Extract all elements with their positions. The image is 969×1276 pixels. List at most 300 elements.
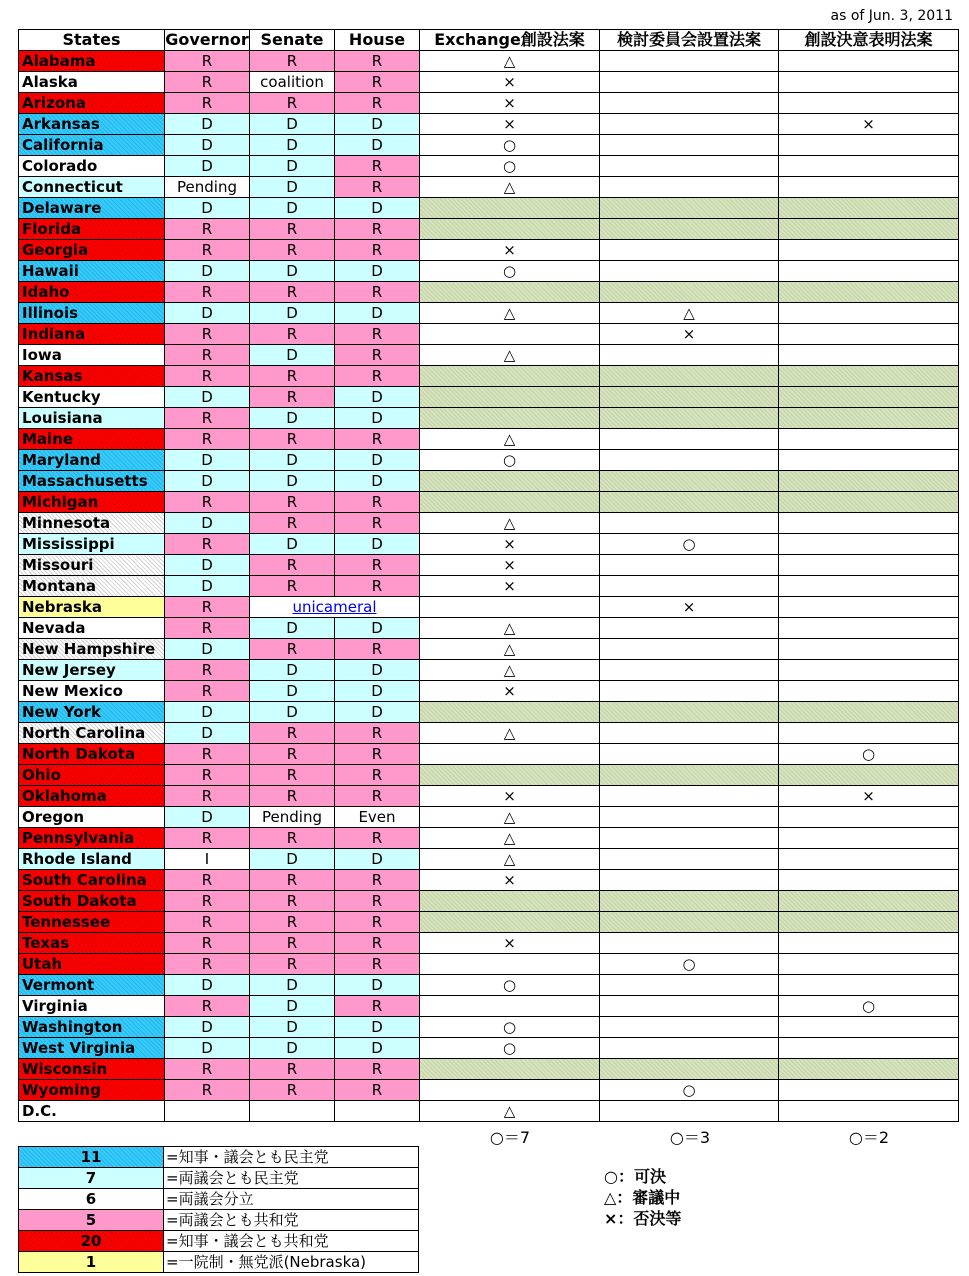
house-cell: D <box>335 387 420 408</box>
committee-bill-status <box>600 807 779 828</box>
house-cell: D <box>335 1038 420 1059</box>
governor-cell: R <box>165 219 250 240</box>
senate-cell: R <box>250 387 335 408</box>
committee-bill-status: ○ <box>600 534 779 555</box>
senate-cell: D <box>250 1017 335 1038</box>
senate-cell: R <box>250 786 335 807</box>
committee-bill-status: ○ <box>600 1080 779 1101</box>
exchange-bill-status <box>420 1059 600 1080</box>
table-row <box>19 282 959 303</box>
committee-bill-status <box>600 114 779 135</box>
senate-cell: R <box>250 366 335 387</box>
exchange-bill-status <box>420 912 600 933</box>
exchange-bill-status <box>420 387 600 408</box>
senate-cell: R <box>250 492 335 513</box>
table-row <box>19 303 959 324</box>
governor-cell: R <box>165 870 250 891</box>
state-name: New Hampshire <box>19 639 165 660</box>
exchange-bill-status: ○ <box>420 135 600 156</box>
senate-cell: R <box>250 513 335 534</box>
legend-description: =一院制・無党派(Nebraska) <box>164 1252 419 1273</box>
exchange-bill-status <box>420 1080 600 1101</box>
total-committee: ○＝3 <box>669 1128 711 1147</box>
house-cell: R <box>335 93 420 114</box>
senate-cell: D <box>250 996 335 1017</box>
resolution-bill-status <box>779 366 959 387</box>
legend-count: 6 <box>19 1189 164 1210</box>
key-rejected: ×：否決等 <box>604 1209 682 1228</box>
house-cell: R <box>335 429 420 450</box>
state-name: Oregon <box>19 807 165 828</box>
resolution-bill-status <box>779 891 959 912</box>
table-row <box>19 72 959 93</box>
house-cell: R <box>335 513 420 534</box>
table-row <box>19 366 959 387</box>
governor-cell: R <box>165 891 250 912</box>
house-cell: R <box>335 1080 420 1101</box>
house-cell: R <box>335 954 420 975</box>
governor-cell: D <box>165 156 250 177</box>
resolution-bill-status <box>779 870 959 891</box>
senate-cell: D <box>250 345 335 366</box>
committee-bill-status <box>600 912 779 933</box>
state-name: Missouri <box>19 555 165 576</box>
committee-bill-status <box>600 639 779 660</box>
exchange-bill-status: △ <box>420 429 600 450</box>
table-row <box>19 1038 959 1059</box>
table-row <box>19 240 959 261</box>
state-name: Louisiana <box>19 408 165 429</box>
house-cell: D <box>335 450 420 471</box>
senate-cell: D <box>250 618 335 639</box>
states-table <box>18 29 959 1122</box>
governor-cell: R <box>165 282 250 303</box>
resolution-bill-status: × <box>779 786 959 807</box>
state-name: Tennessee <box>19 912 165 933</box>
exchange-bill-status: × <box>420 72 600 93</box>
resolution-bill-status <box>779 576 959 597</box>
governor-cell: R <box>165 345 250 366</box>
senate-cell: R <box>250 555 335 576</box>
table-row <box>19 807 959 828</box>
state-name: Maryland <box>19 450 165 471</box>
house-cell: D <box>335 702 420 723</box>
house-cell: D <box>335 303 420 324</box>
state-name: Florida <box>19 219 165 240</box>
resolution-bill-status <box>779 975 959 996</box>
exchange-bill-status: × <box>420 240 600 261</box>
legend-row <box>19 1231 419 1252</box>
resolution-bill-status <box>779 408 959 429</box>
resolution-bill-status <box>779 93 959 114</box>
governor-cell: D <box>165 303 250 324</box>
committee-bill-status <box>600 492 779 513</box>
senate-cell: D <box>250 1038 335 1059</box>
senate-cell: R <box>250 1080 335 1101</box>
committee-bill-status <box>600 387 779 408</box>
exchange-bill-status: △ <box>420 618 600 639</box>
exchange-bill-status: △ <box>420 1101 600 1122</box>
state-name: Maine <box>19 429 165 450</box>
table-row <box>19 1101 959 1122</box>
house-cell: R <box>335 240 420 261</box>
resolution-bill-status <box>779 1017 959 1038</box>
house-cell: D <box>335 471 420 492</box>
committee-bill-status <box>600 933 779 954</box>
legend-count: 11 <box>19 1147 164 1168</box>
senate-cell: R <box>250 954 335 975</box>
legend-row <box>19 1147 419 1168</box>
legend-description: =両議会とも民主党 <box>164 1168 419 1189</box>
house-cell: D <box>335 849 420 870</box>
state-name: Utah <box>19 954 165 975</box>
governor-cell: R <box>165 72 250 93</box>
legend-description: =両議会分立 <box>164 1189 419 1210</box>
state-name: Oklahoma <box>19 786 165 807</box>
total-resolution: ○＝2 <box>848 1128 890 1147</box>
senate-cell: D <box>250 975 335 996</box>
governor-cell: I <box>165 849 250 870</box>
table-row <box>19 849 959 870</box>
governor-cell: R <box>165 786 250 807</box>
resolution-bill-status <box>779 954 959 975</box>
governor-cell <box>165 1101 250 1122</box>
key-passed: ○：可決 <box>604 1167 666 1186</box>
state-name: Arizona <box>19 93 165 114</box>
state-name: New York <box>19 702 165 723</box>
house-cell: R <box>335 324 420 345</box>
unicameral-link[interactable]: unicameral <box>292 598 377 616</box>
table-row <box>19 51 959 72</box>
resolution-bill-status <box>779 198 959 219</box>
committee-bill-status <box>600 177 779 198</box>
committee-bill-status <box>600 429 779 450</box>
committee-bill-status <box>600 513 779 534</box>
governor-cell: D <box>165 576 250 597</box>
senate-cell: R <box>250 282 335 303</box>
senate-cell: R <box>250 744 335 765</box>
legend-row <box>19 1210 419 1231</box>
as-of-date: as of Jun. 3, 2011 <box>830 8 953 24</box>
legend-description: =両議会とも共和党 <box>164 1210 419 1231</box>
senate-cell: Pending <box>250 807 335 828</box>
exchange-bill-status: △ <box>420 177 600 198</box>
resolution-bill-status <box>779 177 959 198</box>
house-cell: R <box>335 891 420 912</box>
governor-cell: R <box>165 933 250 954</box>
committee-bill-status: △ <box>600 303 779 324</box>
table-row <box>19 975 959 996</box>
committee-bill-status: × <box>600 597 779 618</box>
committee-bill-status <box>600 660 779 681</box>
house-cell: R <box>335 576 420 597</box>
governor-cell: D <box>165 387 250 408</box>
governor-cell: R <box>165 744 250 765</box>
state-name: Kentucky <box>19 387 165 408</box>
committee-bill-status <box>600 891 779 912</box>
exchange-bill-status: △ <box>420 849 600 870</box>
table-row <box>19 93 959 114</box>
state-name: Alabama <box>19 51 165 72</box>
house-cell: D <box>335 408 420 429</box>
legend-row <box>19 1252 419 1273</box>
house-cell: D <box>335 681 420 702</box>
senate-cell: D <box>250 450 335 471</box>
resolution-bill-status <box>779 156 959 177</box>
exchange-bill-status: △ <box>420 660 600 681</box>
governor-cell: R <box>165 93 250 114</box>
resolution-bill-status <box>779 597 959 618</box>
exchange-bill-status <box>420 471 600 492</box>
committee-bill-status <box>600 744 779 765</box>
header-governor: Governor <box>165 30 249 49</box>
senate-cell: D <box>250 198 335 219</box>
table-row <box>19 1059 959 1080</box>
resolution-bill-status <box>779 1080 959 1101</box>
state-name: Michigan <box>19 492 165 513</box>
house-cell: R <box>335 765 420 786</box>
senate-cell: D <box>250 156 335 177</box>
table-row <box>19 597 959 618</box>
senate-cell: D <box>250 702 335 723</box>
resolution-bill-status <box>779 807 959 828</box>
state-name: Mississippi <box>19 534 165 555</box>
governor-cell: D <box>165 198 250 219</box>
governor-cell: R <box>165 534 250 555</box>
committee-bill-status <box>600 555 779 576</box>
senate-cell: R <box>250 765 335 786</box>
exchange-bill-status <box>420 219 600 240</box>
senate-cell: R <box>250 429 335 450</box>
table-row <box>19 891 959 912</box>
exchange-bill-status: × <box>420 681 600 702</box>
resolution-bill-status <box>779 282 959 303</box>
governor-cell: R <box>165 996 250 1017</box>
governor-cell: R <box>165 408 250 429</box>
house-cell: D <box>335 261 420 282</box>
exchange-bill-status: △ <box>420 345 600 366</box>
resolution-bill-status <box>779 702 959 723</box>
table-row <box>19 450 959 471</box>
governor-cell: Pending <box>165 177 250 198</box>
committee-bill-status <box>600 1101 779 1122</box>
senate-cell: R <box>250 723 335 744</box>
governor-cell: D <box>165 450 250 471</box>
state-name: D.C. <box>19 1101 165 1122</box>
state-name: New Jersey <box>19 660 165 681</box>
house-cell: R <box>335 219 420 240</box>
house-cell: R <box>335 723 420 744</box>
committee-bill-status <box>600 723 779 744</box>
governor-cell: D <box>165 471 250 492</box>
committee-bill-status <box>600 786 779 807</box>
house-cell: R <box>335 996 420 1017</box>
senate-cell: R <box>250 933 335 954</box>
exchange-bill-status: △ <box>420 639 600 660</box>
senate-cell: R <box>250 639 335 660</box>
exchange-bill-status: × <box>420 576 600 597</box>
resolution-bill-status <box>779 219 959 240</box>
exchange-bill-status <box>420 954 600 975</box>
house-cell: D <box>335 135 420 156</box>
table-row <box>19 702 959 723</box>
senate-cell: R <box>250 870 335 891</box>
state-name: Nevada <box>19 618 165 639</box>
senate-cell: R <box>250 1059 335 1080</box>
governor-cell: D <box>165 135 250 156</box>
senate-cell: D <box>250 849 335 870</box>
state-name: West Virginia <box>19 1038 165 1059</box>
senate-cell: R <box>250 51 335 72</box>
resolution-bill-status <box>779 660 959 681</box>
exchange-bill-status <box>420 744 600 765</box>
resolution-bill-status <box>779 555 959 576</box>
state-name: Georgia <box>19 240 165 261</box>
governor-cell: R <box>165 240 250 261</box>
governor-cell: R <box>165 1059 250 1080</box>
committee-bill-status <box>600 261 779 282</box>
exchange-bill-status: ○ <box>420 1017 600 1038</box>
table-row <box>19 219 959 240</box>
governor-cell: D <box>165 1017 250 1038</box>
legend-row <box>19 1168 419 1189</box>
governor-cell: D <box>165 639 250 660</box>
state-name: California <box>19 135 165 156</box>
legend-count: 20 <box>19 1231 164 1252</box>
state-name: Vermont <box>19 975 165 996</box>
senate-cell: R <box>250 219 335 240</box>
table-row <box>19 324 959 345</box>
senate-cell: D <box>250 660 335 681</box>
governor-cell: D <box>165 723 250 744</box>
committee-bill-status <box>600 618 779 639</box>
table-row <box>19 765 959 786</box>
header-senate: Senate <box>250 30 335 51</box>
state-name: Rhode Island <box>19 849 165 870</box>
table-row <box>19 534 959 555</box>
state-name: Kansas <box>19 366 165 387</box>
house-cell: D <box>335 198 420 219</box>
table-row <box>19 954 959 975</box>
committee-bill-status <box>600 408 779 429</box>
committee-bill-status <box>600 345 779 366</box>
table-row <box>19 387 959 408</box>
house-cell: R <box>335 1059 420 1080</box>
exchange-bill-status: × <box>420 786 600 807</box>
governor-cell: D <box>165 1038 250 1059</box>
legend-table <box>18 1146 419 1273</box>
resolution-bill-status: × <box>779 114 959 135</box>
governor-cell: D <box>165 807 250 828</box>
house-cell <box>335 1101 420 1122</box>
committee-bill-status <box>600 240 779 261</box>
house-cell: R <box>335 72 420 93</box>
table-row <box>19 933 959 954</box>
exchange-bill-status <box>420 198 600 219</box>
house-cell: R <box>335 828 420 849</box>
exchange-bill-status <box>420 702 600 723</box>
symbol-key <box>604 1166 681 1229</box>
exchange-bill-status: ○ <box>420 975 600 996</box>
house-cell: R <box>335 366 420 387</box>
table-row <box>19 156 959 177</box>
house-cell: R <box>335 156 420 177</box>
table-row <box>19 114 959 135</box>
senate-cell: R <box>250 912 335 933</box>
house-cell: R <box>335 933 420 954</box>
resolution-bill-status <box>779 51 959 72</box>
table-row <box>19 681 959 702</box>
governor-cell: R <box>165 492 250 513</box>
exchange-bill-status: ○ <box>420 156 600 177</box>
exchange-bill-status: ○ <box>420 261 600 282</box>
governor-cell: D <box>165 261 250 282</box>
resolution-bill-status <box>779 429 959 450</box>
committee-bill-status <box>600 51 779 72</box>
governor-cell: R <box>165 366 250 387</box>
committee-bill-status: × <box>600 324 779 345</box>
governor-cell: R <box>165 1080 250 1101</box>
state-name: North Dakota <box>19 744 165 765</box>
exchange-bill-status: × <box>420 870 600 891</box>
senate-cell: D <box>250 303 335 324</box>
house-cell: D <box>335 618 420 639</box>
exchange-bill-status: ○ <box>420 450 600 471</box>
state-name: Illinois <box>19 303 165 324</box>
committee-bill-status <box>600 765 779 786</box>
exchange-bill-status <box>420 765 600 786</box>
table-row <box>19 639 959 660</box>
state-name: Colorado <box>19 156 165 177</box>
resolution-bill-status <box>779 387 959 408</box>
table-row <box>19 492 959 513</box>
house-cell: D <box>335 1017 420 1038</box>
committee-bill-status <box>600 1059 779 1080</box>
exchange-bill-status: ○ <box>420 1038 600 1059</box>
committee-bill-status <box>600 198 779 219</box>
governor-cell: D <box>165 555 250 576</box>
senate-cell: R <box>250 891 335 912</box>
senate-cell: D <box>250 177 335 198</box>
table-row <box>19 177 959 198</box>
exchange-bill-status: △ <box>420 807 600 828</box>
governor-cell: R <box>165 429 250 450</box>
table-row <box>19 576 959 597</box>
exchange-bill-status: × <box>420 114 600 135</box>
house-cell: R <box>335 177 420 198</box>
senate-cell: R <box>250 240 335 261</box>
governor-cell: R <box>165 765 250 786</box>
state-name: Idaho <box>19 282 165 303</box>
exchange-bill-status <box>420 366 600 387</box>
resolution-bill-status <box>779 912 959 933</box>
table-row <box>19 996 959 1017</box>
table-row <box>19 471 959 492</box>
committee-bill-status <box>600 366 779 387</box>
exchange-bill-status: × <box>420 933 600 954</box>
exchange-bill-status <box>420 996 600 1017</box>
table-row <box>19 513 959 534</box>
legislature-cell <box>250 597 420 618</box>
state-name: Connecticut <box>19 177 165 198</box>
table-row <box>19 912 959 933</box>
state-name: Pennsylvania <box>19 828 165 849</box>
table-row <box>19 870 959 891</box>
table-row <box>19 429 959 450</box>
table-row <box>19 555 959 576</box>
state-name: Iowa <box>19 345 165 366</box>
governor-cell: D <box>165 513 250 534</box>
